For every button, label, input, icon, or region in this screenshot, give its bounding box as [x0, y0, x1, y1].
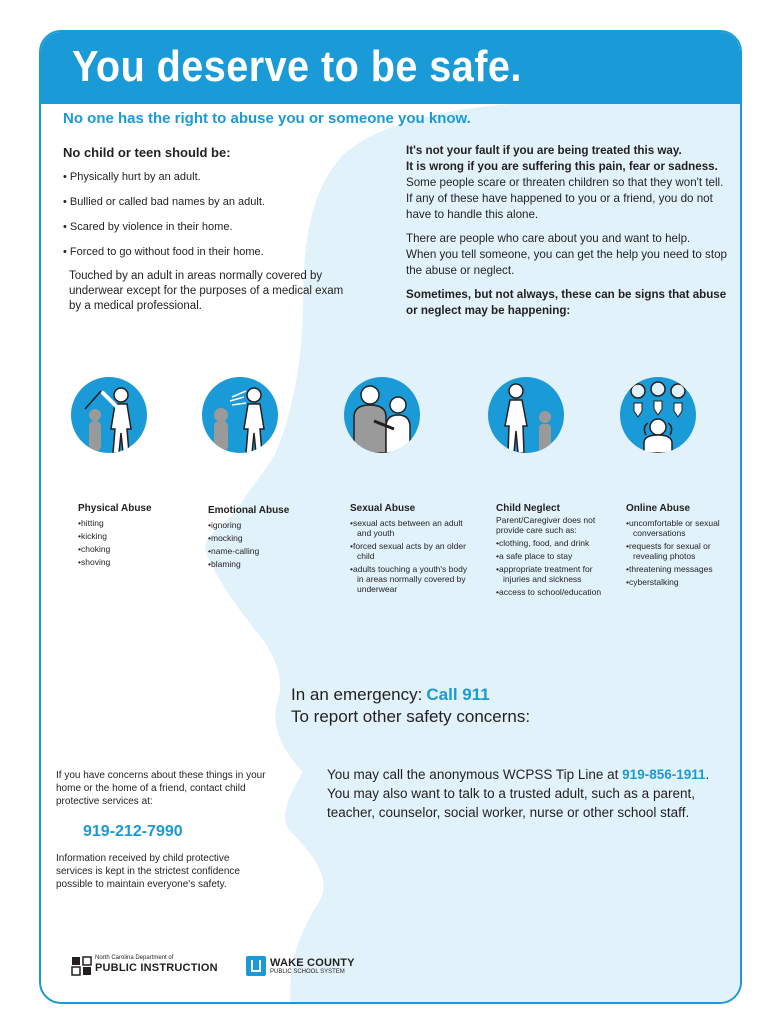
- list-item: • a safe place to stay: [496, 551, 616, 561]
- wake-county-logo: [246, 954, 396, 980]
- cps-phone-number: 919-212-7990: [83, 823, 183, 840]
- right-column: [406, 143, 736, 319]
- list-item: • sexual acts between an adult and youth: [350, 518, 470, 538]
- category-title: Child Neglect: [496, 503, 560, 514]
- cps-concerns-text: If you have concerns about these things in your home or the home of a friend, contact child protective services at:: [56, 770, 266, 807]
- tell-someone-text: When you tell someone, you can get the help you need to stop the abuse or neglect.: [406, 248, 727, 277]
- dpi-big-text: PUBLIC INSTRUCTION: [95, 962, 218, 974]
- it-is-wrong-text: It is wrong if you are suffering this pain, fear or sadness.: [406, 160, 718, 173]
- wake-big-text: WAKE COUNTY: [270, 957, 355, 969]
- list-item: • kicking: [78, 531, 198, 541]
- dpi-small-text: North Carolina Department of: [95, 955, 174, 961]
- sexual-abuse-card: [350, 503, 470, 594]
- list-item: • access to school/education: [496, 587, 616, 597]
- tip-line-number: 919-856-1911: [622, 767, 706, 782]
- touched-text: Touched by an adult in areas normally covered by underwear except for the purposes of a medical exam by a medical professional.: [69, 270, 344, 312]
- category-title: Online Abuse: [626, 503, 691, 514]
- list-item: • blaming: [208, 559, 328, 569]
- not-your-fault-text: It's not your fault if you are being treated this way.: [406, 144, 682, 157]
- tip-text-post: . You may also want to talk to a trusted adult, such as a parent, teacher, counselor, social worker, nurse or other school staff.: [327, 767, 710, 820]
- list-item: • Scared by violence in their home.: [63, 220, 363, 234]
- tip-line-text: [327, 765, 727, 822]
- child-neglect-card: [496, 503, 616, 597]
- category-title: Physical Abuse: [78, 503, 152, 514]
- list-item: • hitting: [78, 518, 198, 528]
- emotional-abuse-icon: [202, 377, 278, 453]
- no-child-list: [63, 170, 363, 270]
- list-item: • clothing, food, and drink: [496, 538, 616, 548]
- list-item: • shoving: [78, 557, 198, 567]
- category-title: Emotional Abuse: [208, 505, 290, 516]
- category-title: Sexual Abuse: [350, 503, 416, 514]
- online-abuse-card: [626, 503, 742, 587]
- emotional-abuse-card: [208, 505, 328, 569]
- call-911: Call 911: [426, 685, 490, 704]
- signs-heading: Sometimes, but not always, these can be signs that abuse or neglect may be happening:: [406, 288, 727, 317]
- scare-text: Some people scare or threaten children so that they won't tell.: [406, 176, 724, 189]
- list-item: • adults touching a youth's body in areas normally covered by underwear: [350, 564, 470, 594]
- wcpss-emblem-icon: [246, 956, 266, 976]
- list-item: • Bullied or called bad names by an adult.: [63, 195, 363, 209]
- list-item: • Forced to go without food in their home.: [63, 245, 363, 259]
- list-item: • forced sexual acts by an older child: [350, 541, 470, 561]
- physical-abuse-icon: [71, 377, 147, 453]
- emergency-label: In an emergency:: [291, 685, 423, 704]
- child-neglect-icon: [488, 377, 564, 453]
- left-heading: No child or teen should be:: [63, 145, 231, 160]
- handle-alone-text: If any of these have happened to you or a friend, you do not have to handle this alone.: [406, 192, 713, 221]
- emergency-block: [291, 684, 530, 728]
- list-item: • name-calling: [208, 546, 328, 556]
- tip-text-pre: You may call the anonymous WCPSS Tip Line at: [327, 767, 619, 782]
- physical-abuse-card: [78, 503, 198, 567]
- sexual-abuse-icon: [344, 377, 420, 453]
- category-description: Parent/Caregiver does not provide care such as:: [496, 515, 596, 535]
- report-label: To report other safety concerns:: [291, 707, 531, 726]
- subtitle: No one has the right to abuse you or someone you know.: [63, 110, 471, 127]
- nc-dpi-logo: [71, 954, 231, 980]
- list-item: • ignoring: [208, 520, 328, 530]
- title-banner: [39, 30, 742, 104]
- list-item: • mocking: [208, 533, 328, 543]
- dpi-emblem-icon: [71, 956, 93, 976]
- people-care-text: There are people who care about you and want to help.: [406, 232, 691, 245]
- list-item: • requests for sexual or revealing photos: [626, 541, 742, 561]
- poster: [39, 30, 742, 1004]
- list-item: • Physically hurt by an adult.: [63, 170, 363, 184]
- wake-small-text: PUBLIC SCHOOL SYSTEM: [270, 969, 345, 975]
- list-item: • threatening messages: [626, 564, 742, 574]
- abuse-categories: [41, 377, 742, 607]
- list-item: • appropriate treatment for injuries and sickness: [496, 564, 616, 584]
- online-abuse-icon: [620, 377, 696, 453]
- list-item: • uncomfortable or sexual conversations: [626, 518, 742, 538]
- list-item: • choking: [78, 544, 198, 554]
- cps-confidential-text: Information received by child protective services is kept in the strictest confidence possible to maintain everyone's safety.: [56, 853, 240, 890]
- list-item: • cyberstalking: [626, 577, 742, 587]
- poster-title: You deserve to be safe.: [72, 42, 522, 91]
